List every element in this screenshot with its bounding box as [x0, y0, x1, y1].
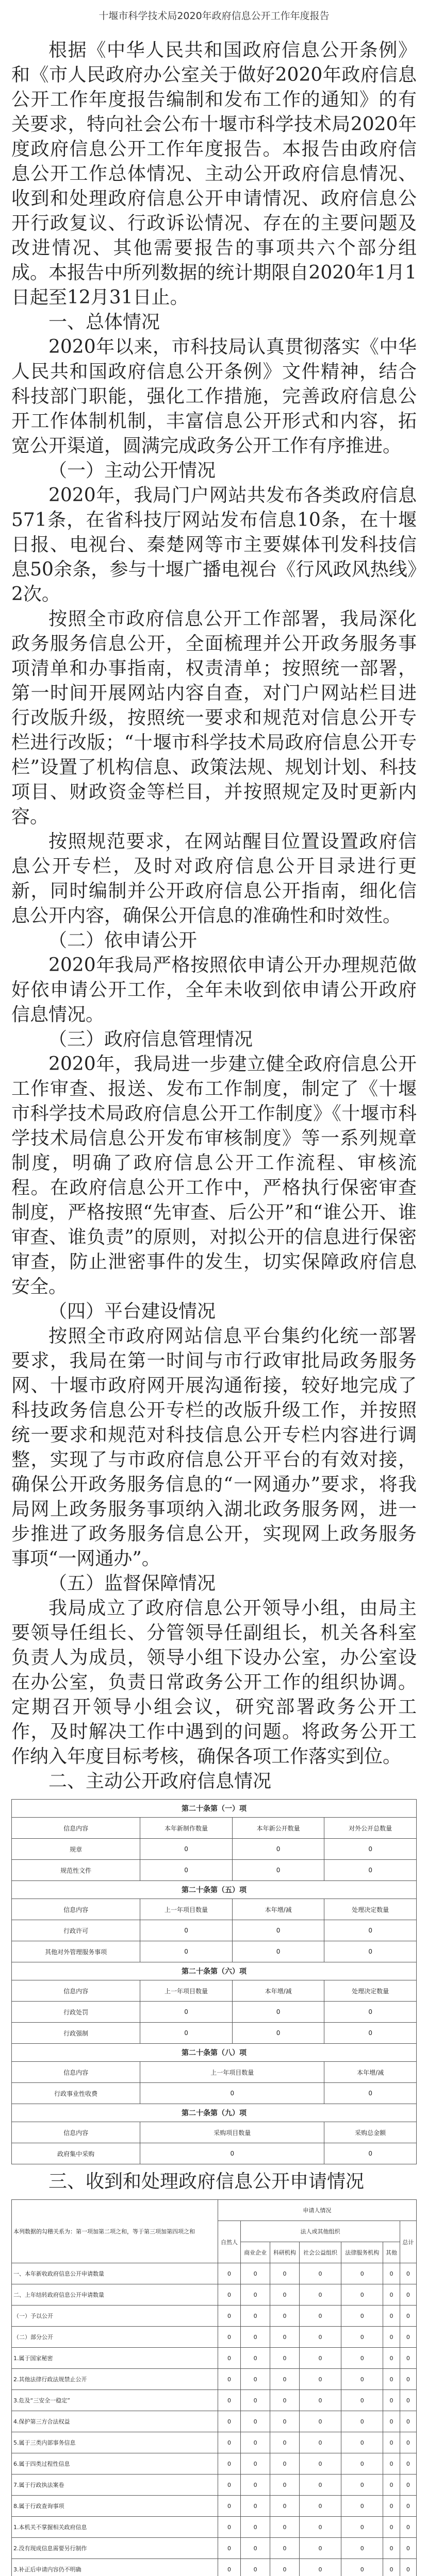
- table-cell: 0: [270, 2284, 300, 2306]
- table-header-row: [12, 2062, 417, 2083]
- table-cell: 0: [400, 2559, 416, 2576]
- table-cell: 0: [400, 2453, 416, 2475]
- table-header-cell: 总计: [400, 2221, 416, 2263]
- table-cell: 0: [232, 1941, 324, 1962]
- table-cell: 0: [299, 2496, 341, 2517]
- table-header-cell: 信息内容: [12, 1899, 140, 1920]
- table-cell: 0: [218, 2432, 241, 2453]
- table-cell: 0: [383, 2538, 400, 2559]
- table-cell: 0: [324, 1920, 417, 1941]
- table-cell: 0: [299, 2390, 341, 2411]
- table-cell: 0: [241, 2517, 270, 2538]
- table-cell: 0: [400, 2327, 416, 2348]
- table-cell: 0: [383, 2284, 400, 2306]
- table-cell: 0: [270, 2432, 300, 2453]
- table-cell: 0: [341, 2411, 383, 2432]
- table-cell: 0: [232, 1860, 324, 1881]
- table-cell: 0: [400, 2263, 416, 2284]
- table-cell: 0: [400, 2517, 416, 2538]
- table-cell: 0: [341, 2559, 383, 2576]
- subsection-supervision-heading: （五）监督保障情况: [48, 1573, 216, 1594]
- request-table-wrap: [11, 2199, 417, 2576]
- table-cell: （一）予以公开: [12, 2306, 218, 2327]
- table-header-cell: 法人或其他组织: [241, 2221, 400, 2242]
- table-cell: 0: [383, 2369, 400, 2390]
- table-cell: 行政处罚: [12, 2002, 140, 2023]
- table-cell: 0: [241, 2559, 270, 2576]
- table-cell: 规范性文件: [12, 1860, 140, 1881]
- proactive-disclosure-table-wrap: [11, 1799, 417, 2164]
- table-cell: 3.补正后申请内容仍不明确: [12, 2559, 218, 2576]
- table-cell: 0: [241, 2327, 270, 2348]
- table-cell: 0: [140, 1839, 233, 1860]
- table-cell: 0: [383, 2411, 400, 2432]
- table-cell: 0: [299, 2475, 341, 2496]
- table-header-cell: 信息内容: [12, 2062, 140, 2083]
- table-cell: 0: [383, 2475, 400, 2496]
- table-cell: 行政事业性收费: [12, 2083, 140, 2104]
- table-cell: 0: [241, 2348, 270, 2369]
- table-cell: 0: [324, 2023, 417, 2044]
- table-row: [12, 2559, 417, 2576]
- section-2-heading: 二、主动公开政府信息情况: [48, 1771, 272, 1792]
- table-cell: 0: [299, 2348, 341, 2369]
- table-cell: 0: [218, 2411, 241, 2432]
- table-cell: 0: [400, 2284, 416, 2306]
- subsection-request-paragraph: 2020年我局严格按照依申请公开办理规范做好依申请公开工作，全年未收到依申请公开政府信息情况。: [11, 955, 417, 1025]
- table-cell: 0: [383, 2453, 400, 2475]
- table-row: [12, 2143, 417, 2164]
- table-header-cell: 上一年项目数量: [140, 2062, 324, 2083]
- table-cell: 0: [341, 2538, 383, 2559]
- table-header-cell: 申请人情况: [218, 2200, 416, 2221]
- intro-paragraph: 根据《中华人民共和国政府信息公开条例》和《市人民政府办公室关于做好2020年政府信息公开工作年度报告编制和发布工作的通知》的有关要求，特向社会公布十堰市科学技术局2020年度政府信息公开工作年度报告。本报告由政府信息公开工作总体情况、主动公开政府信息情况、收到和处理政府信息公开申请情况、政府信息公开行政复议、行政诉讼情况、存在的主要问题及改进情况、其他需要报告的事项共六个部分组成。本报告中所列数据的统计期限自2020年1月1日起至12月31日止。: [11, 40, 417, 308]
- table-cell: 0: [383, 2327, 400, 2348]
- table-cell: 0: [241, 2369, 270, 2390]
- table-cell: 0: [140, 1941, 233, 1962]
- table-cell: 0: [400, 2538, 416, 2559]
- table-caption: 第二十条第（六）项: [12, 1962, 417, 1980]
- table-cell: 0: [218, 2327, 241, 2348]
- table-cell: 0: [299, 2559, 341, 2576]
- subsection-platform-heading: （四）平台建设情况: [48, 1301, 216, 1322]
- table-header-cell: 社会公益组织: [299, 2242, 341, 2263]
- table-header-cell: 上一年项目数量: [140, 1899, 233, 1920]
- table-cell: 规章: [12, 1839, 140, 1860]
- table-caption: 第二十条第（五）项: [12, 1881, 417, 1899]
- table-cell: 0: [218, 2390, 241, 2411]
- table-cell: 0: [218, 2306, 241, 2327]
- table-row: [12, 2002, 417, 2023]
- table-cell: 0: [241, 2390, 270, 2411]
- table-cell: 0: [270, 2348, 300, 2369]
- table-cell: 0: [270, 2411, 300, 2432]
- table-cell: 0: [299, 2538, 341, 2559]
- table-cell: 0: [400, 2369, 416, 2390]
- table-cell: 0: [218, 2517, 241, 2538]
- table-caption: 第二十条第（一）项: [12, 1800, 417, 1818]
- page-title: 十堰市科学技术局2020年政府信息公开工作年度报告: [98, 10, 330, 22]
- table-cell: 0: [140, 2083, 324, 2104]
- proactive-disclosure-table: [11, 1799, 417, 2164]
- table-cell: 0: [324, 2002, 417, 2023]
- table-cell: 0: [341, 2327, 383, 2348]
- table-row: [12, 2023, 417, 2044]
- table-header-cell: 采购项目数量: [140, 2122, 324, 2143]
- table-row: [12, 1860, 417, 1881]
- table-cell: 2.没有现成信息需要另行制作: [12, 2538, 218, 2559]
- section-1-heading: 一、总体情况: [48, 312, 160, 333]
- table-cell: 0: [241, 2496, 270, 2517]
- subsection-proactive-paragraph-2: 按照全市政府信息公开工作部署，我局深化政务服务信息公开，全面梳理并公开政务服务事项清单和办事指南，权责清单；按照统一部署，第一时间开展网站内容自查，对门户网站栏目进行改版升级，按照统一要求和规范对信息公开专栏进行改版；“十堰市科学技术局政府信息公开专栏”设置了机构信息、政策法规、规划计划、科技项目、财政资金等栏目，并按照规定及时更新内容。: [11, 608, 417, 827]
- subsection-management-heading: （三）政府信息管理情况: [48, 1029, 253, 1050]
- table-cell: 0: [383, 2496, 400, 2517]
- table-cell: 0: [140, 2143, 324, 2164]
- table-header-cell: 处理决定数量: [324, 1980, 417, 2002]
- table-cell: 0: [400, 2496, 416, 2517]
- table-cell: 0: [232, 2023, 324, 2044]
- table-cell: 0: [383, 2390, 400, 2411]
- table-row: [12, 2411, 417, 2432]
- table-row: [12, 2496, 417, 2517]
- table-header-row: [12, 1980, 417, 2002]
- table-cell: 0: [299, 2432, 341, 2453]
- table-cell: 0: [341, 2284, 383, 2306]
- table-cell: 0: [341, 2348, 383, 2369]
- table-cell: 0: [383, 2263, 400, 2284]
- table-cell: 0: [241, 2475, 270, 2496]
- table-cell: 0: [270, 2538, 300, 2559]
- table-cell: 行政许可: [12, 1920, 140, 1941]
- table-header-row: [12, 1899, 417, 1920]
- table-header-cell: 处理决定数量: [324, 1899, 417, 1920]
- table-cell: 0: [400, 2390, 416, 2411]
- table-row: [12, 2432, 417, 2453]
- table-cell: 0: [270, 2453, 300, 2475]
- table-cell: 0: [241, 2263, 270, 2284]
- table-cell: 6.属于四类过程性信息: [12, 2453, 218, 2475]
- table-header-cell: 本年新公开数量: [232, 1818, 324, 1839]
- table-cell: 0: [341, 2517, 383, 2538]
- table-header-row: [12, 2122, 417, 2143]
- table-row: [12, 2083, 417, 2104]
- table-cell: 0: [324, 1860, 417, 1881]
- table-header-cell: 信息内容: [12, 1980, 140, 2002]
- table-cell: 0: [140, 1860, 233, 1881]
- table-header-row: [12, 1818, 417, 1839]
- table-cell: 0: [341, 2453, 383, 2475]
- table-row: [12, 1839, 417, 1860]
- table-cell: 0: [400, 2475, 416, 2496]
- section-3-heading: 三、收到和处理政府信息公开申请情况: [48, 2171, 365, 2192]
- table-cell: 0: [299, 2327, 341, 2348]
- table-row: [12, 2390, 417, 2411]
- table-row: [12, 1920, 417, 1941]
- table-cell: 0: [140, 1920, 233, 1941]
- table-cell: 0: [299, 2453, 341, 2475]
- table-cell: 政府集中采购: [12, 2143, 140, 2164]
- table-cell: 0: [400, 2348, 416, 2369]
- table-header-cell: 科研机构: [270, 2242, 300, 2263]
- table-cell: 0: [218, 2263, 241, 2284]
- table-cell: 0: [341, 2432, 383, 2453]
- table-cell: 0: [218, 2475, 241, 2496]
- table-header-cell: 对外公开总数量: [324, 1818, 417, 1839]
- table-cell: 0: [270, 2369, 300, 2390]
- table-cell: 0: [341, 2263, 383, 2284]
- table-cell: 0: [270, 2475, 300, 2496]
- table-header-cell: 信息内容: [12, 1818, 140, 1839]
- table-caption: 第二十条第（九）项: [12, 2104, 417, 2122]
- request-table: [11, 2199, 417, 2576]
- table-cell: 0: [324, 1839, 417, 1860]
- table-cell: 2.其他法律行政法规禁止公开: [12, 2369, 218, 2390]
- table-row: [12, 2284, 417, 2306]
- table-cell: 0: [218, 2348, 241, 2369]
- table-cell: 0: [270, 2306, 300, 2327]
- table-cell: 0: [270, 2559, 300, 2576]
- table-cell: 0: [270, 2263, 300, 2284]
- table-header-cell: 本列数据的勾稽关系为：第一项加第二项之和，等于第三项加第四项之和: [12, 2200, 218, 2263]
- table-cell: 0: [299, 2284, 341, 2306]
- table-caption: 第二十条第（八）项: [12, 2044, 417, 2062]
- table-row: [12, 2369, 417, 2390]
- table-cell: 0: [232, 1839, 324, 1860]
- table-cell: 1.本机关不掌握相关政府信息: [12, 2517, 218, 2538]
- table-cell: 0: [241, 2453, 270, 2475]
- table-row: [12, 1941, 417, 1962]
- table-cell: 0: [341, 2369, 383, 2390]
- table-cell: 0: [341, 2306, 383, 2327]
- table-row: [12, 2538, 417, 2559]
- table-cell: 0: [218, 2496, 241, 2517]
- table-cell: 0: [383, 2559, 400, 2576]
- table-cell: 0: [383, 2517, 400, 2538]
- subsection-proactive-paragraph-3: 按照规范要求，在网站醒目位置设置政府信息公开专栏，及时对政府信息公开目录进行更新，同时编制并公开政府信息公开指南，细化信息公开内容，确保公开信息的准确性和时效性。: [11, 831, 417, 926]
- table-cell: 0: [140, 2023, 233, 2044]
- table-cell: 0: [341, 2390, 383, 2411]
- table-cell: 0: [383, 2306, 400, 2327]
- table-header-cell: 本年新制作数量: [140, 1818, 233, 1839]
- table-cell: 1.属于国家秘密: [12, 2348, 218, 2369]
- table-row: [12, 2263, 417, 2284]
- table-header-cell: 本年增/减: [232, 1899, 324, 1920]
- table-cell: 0: [232, 1920, 324, 1941]
- table-cell: 0: [299, 2411, 341, 2432]
- table-cell: 0: [299, 2306, 341, 2327]
- table-cell: 0: [241, 2306, 270, 2327]
- table-cell: 0: [270, 2390, 300, 2411]
- table-cell: 一、本年新收政府信息公开申请数量: [12, 2263, 218, 2284]
- table-cell: 二、上年结转政府信息公开申请数量: [12, 2284, 218, 2306]
- table-row: [12, 2306, 417, 2327]
- table-cell: 0: [232, 2002, 324, 2023]
- table-cell: 0: [324, 2143, 417, 2164]
- table-cell: 0: [400, 2432, 416, 2453]
- table-header-cell: 本年增/减: [232, 1980, 324, 2002]
- table-cell: 0: [341, 2496, 383, 2517]
- table-cell: 0: [241, 2411, 270, 2432]
- table-cell: 0: [299, 2263, 341, 2284]
- table-cell: （二）部分公开: [12, 2327, 218, 2348]
- table-cell: 0: [270, 2327, 300, 2348]
- table-cell: 5.属于三类内部事务信息: [12, 2432, 218, 2453]
- table-cell: 0: [324, 2083, 417, 2104]
- table-cell: 4.保护第三方合法权益: [12, 2411, 218, 2432]
- table-header-cell: 自然人: [218, 2221, 241, 2263]
- table-row: [12, 2475, 417, 2496]
- table-header-cell: 商业企业: [241, 2242, 270, 2263]
- table-cell: 0: [218, 2559, 241, 2576]
- table-cell: 其他对外管理服务事项: [12, 1941, 140, 1962]
- subsection-proactive-heading: （一）主动公开情况: [48, 460, 216, 481]
- table-cell: 0: [299, 2369, 341, 2390]
- table-cell: 7.属于行政执法案卷: [12, 2475, 218, 2496]
- table-cell: 0: [218, 2284, 241, 2306]
- table-cell: 8.属于行政查询事项: [12, 2496, 218, 2517]
- section-1-paragraph: 2020年以来，市科技局认真贯彻落实《中华人民共和国政府信息公开条例》文件精神，结合科技部门职能，强化工作措施，完善政府信息公开工作体制机制，丰富信息公开形式和内容，拓宽公开渠道，圆满完成政务公开工作有序推进。: [11, 336, 417, 456]
- table-cell: 0: [324, 1941, 417, 1962]
- table-cell: 0: [400, 2411, 416, 2432]
- table-row: [12, 2453, 417, 2475]
- table-header-cell: 采购总金额: [324, 2122, 417, 2143]
- table-cell: 0: [218, 2453, 241, 2475]
- subsection-platform-paragraph: 按照全市政府网站信息平台集约化统一部署要求，我局在第一时间与市行政审批局政务服务网、十堰市政府网开展沟通衔接，较好地完成了科技政务信息公开专栏的改版升级工作，并按照统一要求和规范对科技信息公开专栏内容进行调整，实现了与市政府信息公开平台的有效对接，确保公开政务服务信息的“一网通办”要求，将我局网上政务服务事项纳入湖北政务服务网，进一步推进了政务服务信息公开，实现网上政务服务事项“一网通办”。: [11, 1326, 417, 1569]
- table-cell: 0: [400, 2306, 416, 2327]
- table-row: [12, 2517, 417, 2538]
- table-header-cell: 法律服务机构: [341, 2242, 383, 2263]
- table-cell: 0: [140, 2002, 233, 2023]
- table-cell: 0: [241, 2432, 270, 2453]
- subsection-request-heading: （二）依申请公开: [48, 930, 198, 951]
- table-row: [12, 2348, 417, 2369]
- table-header-row: [12, 2200, 417, 2221]
- table-cell: 0: [299, 2517, 341, 2538]
- table-cell: 0: [341, 2475, 383, 2496]
- table-cell: 0: [241, 2538, 270, 2559]
- table-cell: 0: [241, 2284, 270, 2306]
- subsection-supervision-paragraph: 我局成立了政府信息公开领导小组，由局主要领导任组长、分管领导任副组长，机关各科室负责人为成员，领导小组下设办公室，办公室设在办公室，负责日常政务公开工作的组织协调。定期召开领导小组会议，研究部署政务公开工作，及时解决工作中遇到的问题。将政务公开工作纳入年度目标考核，确保各项工作落实到位。: [11, 1598, 417, 1767]
- table-cell: 0: [383, 2348, 400, 2369]
- subsection-management-paragraph: 2020年，我局进一步建立健全政府信息公开工作审查、报送、发布工作制度，制定了《十堰市科学技术局政府信息公开工作制度》《十堰市科学技术局信息公开发布审核制度》等一系列规章制度，明确了政府信息公开工作流程、审核流程。在政府信息公开工作中，严格执行保密审查制度，严格按照“先审查、后公开”和“谁公开、谁审查、谁负责”的原则，对拟公开的信息进行保密审查，防止泄密事件的发生，切实保障政府信息安全。: [11, 1054, 417, 1297]
- table-cell: 3.危及“三安全一稳定”: [12, 2390, 218, 2411]
- table-header-cell: 本年增/减: [324, 2062, 417, 2083]
- table-row: [12, 2327, 417, 2348]
- table-cell: 0: [383, 2432, 400, 2453]
- table-cell: 0: [218, 2538, 241, 2559]
- table-cell: 行政强制: [12, 2023, 140, 2044]
- table-header-cell: 上一年项目数量: [140, 1980, 233, 2002]
- table-cell: 0: [270, 2496, 300, 2517]
- subsection-proactive-paragraph: 2020年，我局门户网站共发布各类政府信息571条，在省科技厅网站发布信息10条，在十堰日报、电视台、秦楚网等市主要媒体刊发科技信息50余条，参与十堰广播电视台《行风政风热线》2次。: [11, 485, 417, 605]
- table-cell: 0: [218, 2369, 241, 2390]
- table-header-cell: 信息内容: [12, 2122, 140, 2143]
- table-cell: 0: [270, 2517, 300, 2538]
- table-header-cell: 其他: [383, 2242, 400, 2263]
